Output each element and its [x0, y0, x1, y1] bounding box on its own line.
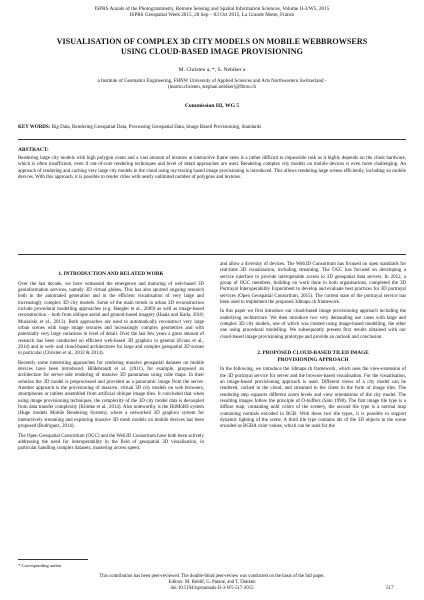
- journal-header: [0, 6, 424, 19]
- abstract-text: Rendering large city models with high polygon count and a vast amount of textures at interactive frame rates is a rather difficult to impossible task as it highly depends on the client hardware, which is often insufficient, even if out-of-core rendering techniques and level of detail approaches are used. Rendering complex city models on mobile devices is even more challenging. An approach of rendering and caching very large city models in the cloud using ray-tracing based image provisioning is introduced. This allows rendering large scenes efficiently, including on mobile devices. With this approach, it is possible to render cities with nearly unlimited number of polygons and textures.: [18, 156, 406, 181]
- right-paragraph-2: In this paper we first introduce our cloud-based image provisioning approach including the underlying architecture. We then introduce two very demanding use cases with large and complex 3D city models, one of which was created using image-based modelling, the other one using procedural modelling. We subsequently present first results obtained with our cloud-based image provisioning prototype and provide an outlook and conclusion.: [220, 309, 406, 340]
- commission: Commission III, WG 5: [184, 103, 240, 109]
- section-2-heading: [220, 350, 406, 363]
- authors: M. Christen a, *, S. Nebiker a: [178, 67, 246, 73]
- affiliation-email[interactable]: (martin.christen, stephan.nebiker)@fhnw.ch: [167, 85, 256, 91]
- footer-doi[interactable]: doi:10.5194/isprsannals-II-3-W5-517-2015: [170, 585, 254, 591]
- footnote: * Corresponding author: [18, 563, 62, 568]
- affiliation-institute: a Institute of Geomatics Engineering, FHNW University of Applied Sciences and Arts Northwestern Switzerland -: [97, 79, 327, 84]
- page-number: 517: [386, 586, 394, 591]
- paper-title-line-2: USING CLOUD-BASED IMAGE PROVISIONING: [121, 47, 303, 56]
- left-paragraph-1: Over the last decade, we have witnessed the emergence and maturing of web-based 3D geoinformation services, namely 3D virtual globes. This has also spurred ongoing research both in the automated generation and in the efficient visualisation of very large and increasingly complex 3D city models. Some of the main trends in urban 3D reconstruction include procedural modelling approaches (e.g. Haegler et al., 2009) as well as image-based reconstruction – both from oblique aerial and ground-based imagery (Haala and Kada, 2010; Musialski et al., 2013). Both approaches are used to automatically reconstruct very large urban scenes with huge image textures and increasingly complex geometries and with potentially very large variations in level of detail. Over the last few years a great amount of research has been conducted on efficient web-based 3D graphics in general (Evans et al., 2014) and in web- and cloud-based architectures for large and complex geospatial 3D scenes in particular (Christen et al., 2012 & 2014).: [18, 281, 204, 357]
- section-2-heading-line-1: 2. PROPOSED CLOUD-BASED TILED IMAGE: [257, 350, 369, 357]
- section-1-heading: 1. INTRODUCTION AND RELATED WORK: [58, 271, 164, 277]
- right-paragraph-3: In the following, we introduce the 3dmaps.ch framework, which uses the view-extension of the 3D portrayal service for server and the browser-based visualisation. For the visualisation, an image-based provisioning approach is used. Different views of a city model can be rendered, cached in the cloud, and streamed to the client in the form of image tiles. The rendering step supports different zoom levels and view orientations of the city model. The resulting images follow the principle of O-buffers (Sato 1990). The first image tile type is a diffuse map, containing unlit colors of the scenery, the second tile type is a normal map containing normals encoded in RGB. With these two tile types, it is possible to support dynamic lighting of the scene. A third tile type contains ids of the 3D objects in the scene encoded as RGBA color values, which can be used for the: [220, 367, 406, 430]
- footer-review-note: This contribution has been peer-reviewed. The double-blind peer-review was conducted on the basis of the full paper.: [99, 574, 325, 579]
- left-paragraph-3: The Open Geospatial Consortium (OGC) and the Web3D Consortium have both been actively addressing the need for interoperability in the field of geospatial 3D visualisation, in particular handling complex datasets, mastering access speed,: [18, 433, 204, 452]
- left-column: [18, 262, 204, 453]
- journal-header-line-1: ISPRS Annals of the Photogrammetry, Remote Sensing and Spatial Information Sciences, Volume II-3/W5, 2015: [94, 6, 330, 12]
- section-2-heading-line-2: PROVISIONING APPROACH: [277, 356, 349, 363]
- journal-header-line-2: ISPRS Geospatial Week 2015, 28 Sep – 03 Oct 2015, La Grande Motte, France: [129, 12, 295, 19]
- footer-editors: Editors: M. Brédif, G. Patané, and T. Dokken: [168, 579, 256, 585]
- abstract-heading: ABSTRACT:: [18, 147, 49, 153]
- paper-title-line-1: VISUALISATION OF COMPLEX 3D CITY MODELS ON MOBILE WEBBROWSERS: [56, 37, 368, 46]
- keywords-label: KEY WORDS:: [18, 125, 51, 130]
- page-footer: [60, 574, 364, 592]
- left-paragraph-2: Recently some interesting approaches for rendering massive geospatial datasets on mobile devices have been introduced. Hildebrandt et al. (2011), for example, proposed an architecture for server-side rendering of massive 3D panoramas using cube maps. In their solution the 3D model is preprocessed and provided as a panoramic image from the server. Another approach is the provisioning of massive, virtual 3D city models on web browsers, smartphones or tablets assembled from artificial oblique image tiles. It concluded that when using image provisioning techniques, the complexity of the 3D city model data is decoupled from data transfer complexity (Klimke et al., 2014). Also noteworthy is the HitMoRS system (Huge models Mobile Rendering System), where a networked 3D graphics system for interactively streaming and exploring massive 3D mesh models on mobile devices has been proposed (Rodriguez, 2014).: [18, 360, 204, 430]
- keywords-text: Big Data, Rendering Geospatial Data, Processing Geospatial Data, Image Based Provisioning, Standards: [50, 125, 262, 130]
- right-column: [220, 262, 406, 431]
- top-divider: [18, 139, 406, 140]
- affiliation: [40, 79, 384, 92]
- footnote-divider: [18, 559, 88, 560]
- right-paragraph-1: and allow a diversity of devices. The Web3D Consortium has focused on open standards for real-time 3D visualization, including streaming. The OGC has focused on developing a service interface to provide interoperable access to 3D geospatial data servers. In 2012, a group of OGC members, building on work done in both organisations, completed the 3D Portrayal Interoperability Experiment to develop and evaluate best practices for 3D portrayal services (Open Geospatial Consortium, 2015). The current state of the portrayal service has been used to implement the proposed 3dmaps.ch framework.: [220, 262, 406, 306]
- abstract-divider: [18, 254, 406, 255]
- keywords: [18, 125, 406, 131]
- paper-title: [22, 37, 402, 57]
